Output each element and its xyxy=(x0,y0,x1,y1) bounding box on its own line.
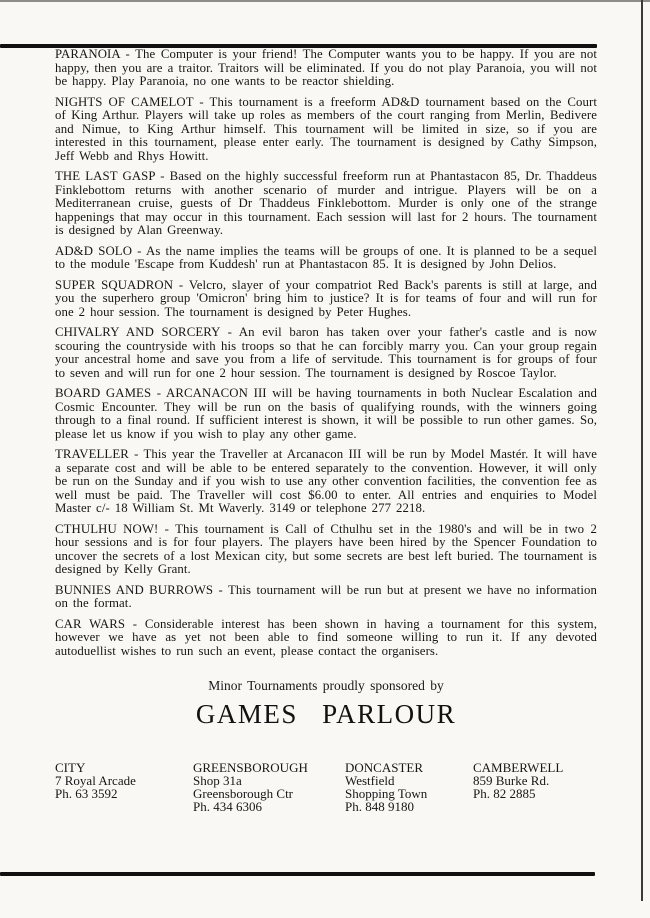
tournament-descriptions xyxy=(55,48,597,813)
location-phone: Ph. 848 9180 xyxy=(345,799,414,814)
tournament-traveller: TRAVELLER - This year the Traveller at Arcanacon III will be run by Model Mastér. It will have a separate cost and will be able to be entered separately to the convention. However, it will only be run on the Sunday and if you wish to use any other convention facilities, the convention fee as well must be paid. The Traveller will cost $6.00 to enter. All entries and enquiries to Model Master c/- 18 William St. Mt Waverly. 3149 or telephone 277 2218. xyxy=(55,447,597,515)
location-address: Shopping Town xyxy=(345,786,428,801)
tournament-the-last-gasp: THE LAST GASP - Based on the highly successful freeform run at Phantastacon 85, Dr. Thaddeus Finklebottom returns with another scenario of murder and intrigue. Players will be on a Mediterranean cruise, guests of Dr Thaddeus Finklebottom. Murder is only one of the strange happenings that may occur in this tournament. Each session will last for 2 hours. The tournament is designed by Alan Greenway. xyxy=(55,169,597,237)
tournament-chivalry-and-sorcery: CHIVALRY AND SORCERY - An evil baron has taken over your father's castle and is now scouring the countryside with his troops so that he can forcibly marry you. Can your group regain your ancestral home and save you from a life of servitude. This tournament is for groups of four to seven and will run for one 2 hour session. The tournament is designed by Roscoe Taylor. xyxy=(55,325,597,380)
location-phone: Ph. 63 3592 xyxy=(55,786,118,801)
scan-edge-right-line xyxy=(641,0,643,901)
scan-edge-top-line xyxy=(0,0,650,2)
tournament-paranoia: PARANOIA - The Computer is your friend! The Computer wants you to be happy. If you are not happy, then you are a traitor. Traitors will be eliminated. If you do not play Paranoia, you will not be happy. Play Paranoia, no one wants to be reactor shielding. xyxy=(55,47,597,88)
location-name: GREENSBOROUGH xyxy=(193,760,308,775)
location-camberwell xyxy=(473,761,597,813)
location-phone: Ph. 434 6306 xyxy=(193,799,262,814)
store-locations xyxy=(55,761,597,813)
location-address: Shop 31a xyxy=(193,773,242,788)
location-phone: Ph. 82 2885 xyxy=(473,786,536,801)
sponsor-name: GAMES PARLOUR xyxy=(195,699,457,729)
location-address: 7 Royal Arcade xyxy=(55,773,136,788)
location-city xyxy=(55,761,193,813)
location-greensborough xyxy=(193,761,345,813)
location-address: Greensborough Ctr xyxy=(193,786,294,801)
bottom-rule xyxy=(0,872,595,876)
tournament-car-wars: CAR WARS - Considerable interest has been shown in having a tournament for this system, however we have as yet not been able to find someone willing to run it. If any devoted autoduellist wishes to run such an event, please contact the organisers. xyxy=(55,616,597,658)
location-doncaster xyxy=(345,761,473,813)
tournament-super-squadron: SUPER SQUADRON - Velcro, slayer of your compatriot Red Back's parents is still at large, and you the superhero group 'Omicron' bring him to justice? It is for teams of four and will run for one 2 hour session. The tournament is designed by Peter Hughes. xyxy=(55,277,597,319)
location-name: CAMBERWELL xyxy=(473,760,564,775)
tournament-nights-of-camelot: NIGHTS OF CAMELOT - This tournament is a freeform AD&D tournament based on the Court of King Arthur. Players will take up roles as members of the court ranging from Merlin, Bedivere and Nimue, to King Arthur himself. This tournament will be limited in size, so if you are interested in this tournament, please enter early. The tournament is designed by Cathy Simpson, Jeff Webb and Rhys Howitt. xyxy=(55,94,597,163)
location-address: 859 Burke Rd. xyxy=(473,773,550,788)
location-name: DONCASTER xyxy=(345,760,424,775)
tournament-add-solo: AD&D SOLO - As the name implies the teams will be groups of one. It is planned to be a sequel to the module 'Escape from Kuddesh' run at Phantastacon 85. It is designed by John Delios. xyxy=(55,243,597,271)
location-name: CITY xyxy=(55,760,86,775)
tournament-cthulhu-now: CTHULHU NOW! - This tournament is Call of Cthulhu set in the 1980's and will be in two 2 hour sessions and is for four players. The players have been hired by the Spencer Foundation to uncover the secrets of a lost Mexican city, but some secrets are best left buried. The tournament is designed by Kelly Grant. xyxy=(55,521,597,576)
tournament-bunnies-and-burrows: BUNNIES AND BURROWS - This tournament will be run but at present we have no information on the format. xyxy=(55,582,597,610)
sponsor-intro-line: Minor Tournaments proudly sponsored by xyxy=(208,678,444,693)
tournament-board-games: BOARD GAMES - ARCANACON III will be having tournaments in both Nuclear Escalation and Cosmic Encounter. They will be run on the basis of qualifying rounds, with the winners going through to a final round. If sufficient interest is shown, it will be possible to run other games. So, please let us know if you wish to play any other game. xyxy=(55,386,597,441)
location-address: Westfield xyxy=(345,773,395,788)
